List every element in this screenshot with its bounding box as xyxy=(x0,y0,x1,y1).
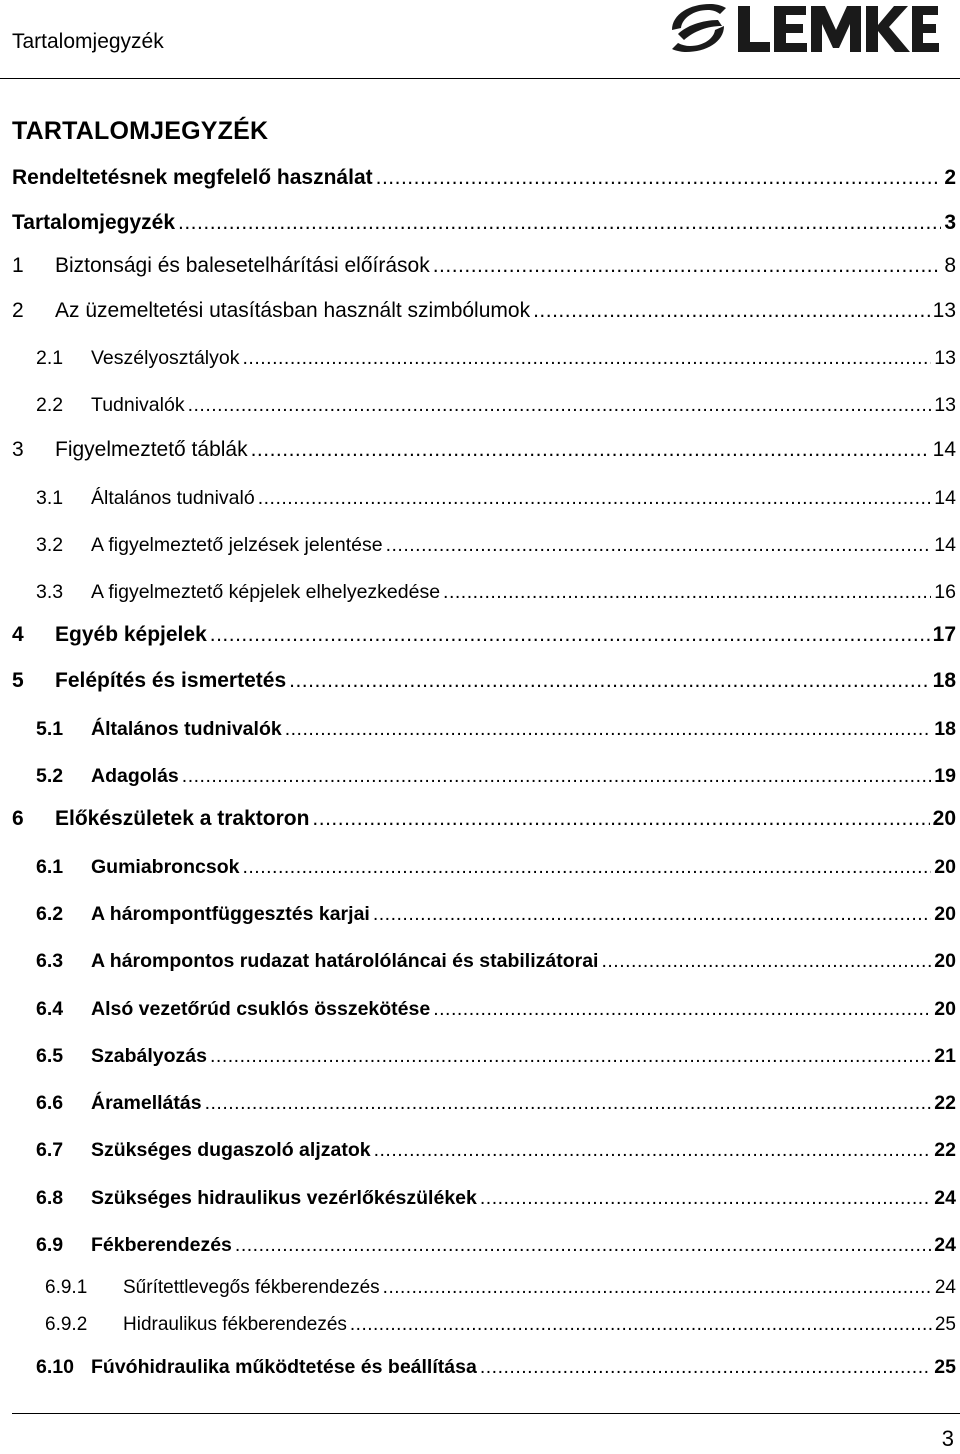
lemken-logo xyxy=(668,0,954,56)
toc-entry-number: 3.3 xyxy=(36,581,64,603)
toc-entry-text: Hidraulikus fékberendezés xyxy=(123,1314,347,1335)
toc-entry-number: 6.9.2 xyxy=(45,1314,88,1335)
toc-entry-text: Adagolás xyxy=(91,765,179,787)
dot-leader xyxy=(374,1139,932,1162)
toc-entry-page: 2 xyxy=(944,166,956,189)
toc-entry-number: 5 xyxy=(12,669,24,692)
toc-entry[interactable] xyxy=(12,534,956,566)
toc-entry-page: 20 xyxy=(934,998,956,1020)
toc-entry-number: 6.6 xyxy=(36,1092,64,1114)
toc-entry-page: 14 xyxy=(934,534,956,556)
toc-entry-number: 5.1 xyxy=(36,718,64,740)
toc-entry-text: Veszélyosztályok xyxy=(91,347,240,369)
toc-entry-text: A figyelmeztető képjelek elhelyezkedése xyxy=(91,581,441,603)
toc-entry-number: 3 xyxy=(12,438,24,461)
dot-leader xyxy=(312,807,929,831)
toc-entry[interactable] xyxy=(12,254,956,286)
toc-entry[interactable] xyxy=(12,211,956,243)
toc-entry-number: 6.3 xyxy=(36,950,64,972)
toc-entry[interactable] xyxy=(12,856,956,888)
toc-entry[interactable] xyxy=(12,1356,956,1388)
dot-leader xyxy=(533,299,930,323)
dot-leader xyxy=(601,950,931,973)
header-divider xyxy=(0,78,960,79)
toc-entry-text: Általános tudnivalók xyxy=(91,718,282,740)
toc-entry-text: Az üzemeltetési utasításban használt szimbólumok xyxy=(55,299,531,322)
toc-entry-number: 6.2 xyxy=(36,903,64,925)
toc-entry[interactable] xyxy=(12,487,956,519)
dot-leader xyxy=(210,623,930,647)
toc-entry-page: 20 xyxy=(932,807,956,830)
toc-entry-text: Tartalomjegyzék xyxy=(12,211,176,234)
toc-entry-text: Általános tudnivaló xyxy=(91,487,255,509)
toc-entry-text: Szabályozás xyxy=(91,1045,207,1067)
toc-entry[interactable] xyxy=(12,807,956,839)
dot-leader xyxy=(386,534,932,557)
toc-entry-page: 20 xyxy=(934,856,956,878)
dot-leader xyxy=(251,438,930,462)
toc-entry-page: 19 xyxy=(934,765,956,787)
toc-entry[interactable] xyxy=(12,718,956,750)
toc-entry-number: 6.5 xyxy=(36,1045,64,1067)
toc-entry-page: 24 xyxy=(934,1187,956,1209)
toc-entry[interactable] xyxy=(12,347,956,379)
toc-entry-page: 18 xyxy=(934,718,956,740)
toc-entry[interactable] xyxy=(12,950,956,982)
toc-entry-number: 2.2 xyxy=(36,394,64,416)
header-title: Tartalomjegyzék xyxy=(12,30,164,53)
toc-entry-number: 6 xyxy=(12,807,24,830)
toc-entry-number: 2 xyxy=(12,299,24,322)
toc-entry[interactable] xyxy=(12,998,956,1030)
toc-entry-text: Sűrítettlevegős fékberendezés xyxy=(123,1277,380,1298)
dot-leader xyxy=(210,1045,931,1068)
dot-leader xyxy=(376,166,942,190)
toc-entry-text: Előkészületek a traktoron xyxy=(55,807,310,830)
toc-entry-number: 5.2 xyxy=(36,765,64,787)
dot-leader xyxy=(243,347,932,370)
toc-entry-page: 20 xyxy=(934,950,956,972)
dot-leader xyxy=(285,718,932,741)
toc-entry-number: 1 xyxy=(12,254,24,277)
toc-entry-page: 22 xyxy=(934,1092,956,1114)
toc-entry-number: 4 xyxy=(12,623,24,646)
toc-entry-number: 6.7 xyxy=(36,1139,64,1161)
toc-entry-page: 24 xyxy=(934,1234,956,1256)
toc-entry[interactable] xyxy=(12,1045,956,1077)
toc-entry[interactable] xyxy=(12,1139,956,1171)
dot-leader xyxy=(242,856,931,879)
toc-entry-number: 6.10 xyxy=(36,1356,74,1378)
dot-leader xyxy=(350,1314,932,1336)
toc-entry-text: Gumiabroncsok xyxy=(91,856,240,878)
toc-entry[interactable] xyxy=(12,299,956,331)
toc-entry-text: Tudnivalók xyxy=(91,394,185,416)
dot-leader xyxy=(373,903,931,926)
toc-entry-page: 13 xyxy=(932,299,956,322)
toc-entry-page: 3 xyxy=(944,211,956,234)
toc-entry[interactable] xyxy=(12,669,956,701)
toc-entry-page: 25 xyxy=(934,1356,956,1378)
toc-entry[interactable] xyxy=(12,438,956,470)
dot-leader xyxy=(480,1187,931,1210)
toc-entry[interactable] xyxy=(12,1187,956,1219)
toc-entry-page: 24 xyxy=(934,1277,956,1298)
toc-entry-text: Szükséges hidraulikus vezérlőkészülékek xyxy=(91,1187,477,1209)
toc-entry-text: A figyelmeztető jelzések jelentése xyxy=(91,534,383,556)
toc-entry-page: 20 xyxy=(934,903,956,925)
toc-entry-number: 6.1 xyxy=(36,856,64,878)
toc-entry-text: Szükséges dugaszoló aljzatok xyxy=(91,1139,371,1161)
toc-entry-number: 2.1 xyxy=(36,347,64,369)
toc-entry[interactable] xyxy=(12,1277,956,1309)
toc-entry[interactable] xyxy=(12,394,956,426)
toc-entry-page: 25 xyxy=(934,1314,956,1335)
toc-entry[interactable] xyxy=(12,1092,956,1124)
dot-leader xyxy=(235,1234,931,1257)
toc-entry-page: 14 xyxy=(934,487,956,509)
toc-entry-page: 17 xyxy=(932,623,956,646)
toc-entry-page: 16 xyxy=(934,581,956,603)
toc-entry-page: 22 xyxy=(934,1139,956,1161)
toc-entry-number: 6.9.1 xyxy=(45,1277,88,1298)
toc-entry-number: 6.8 xyxy=(36,1187,64,1209)
toc-entry-number: 3.2 xyxy=(36,534,64,556)
toc-entry-page: 21 xyxy=(934,1045,956,1067)
dot-leader xyxy=(443,581,931,604)
toc-entry-page: 13 xyxy=(934,347,956,369)
dot-leader xyxy=(289,669,930,693)
toc-entry-text: Egyéb képjelek xyxy=(55,623,207,646)
dot-leader xyxy=(188,394,932,417)
toc-entry[interactable] xyxy=(12,623,956,655)
dot-leader xyxy=(433,254,942,278)
toc-entry-page: 8 xyxy=(944,254,956,277)
toc-entry-text: Fúvóhidraulika működtetése és beállítása xyxy=(91,1356,477,1378)
dot-leader xyxy=(182,765,932,788)
toc-entry-text: Biztonsági és balesetelhárítási előírások xyxy=(55,254,430,277)
toc-entry[interactable] xyxy=(12,166,956,198)
toc-entry[interactable] xyxy=(12,1234,956,1266)
toc-heading: TARTALOMJEGYZÉK xyxy=(12,117,269,145)
dot-leader xyxy=(433,998,931,1021)
toc-entry[interactable] xyxy=(12,903,956,935)
toc-entry-page: 14 xyxy=(932,438,956,461)
toc-entry-page: 13 xyxy=(934,394,956,416)
toc-entry-text: Felépítés és ismertetés xyxy=(55,669,287,692)
dot-leader xyxy=(205,1092,932,1115)
dot-leader xyxy=(258,487,932,510)
toc-entry-text: Fékberendezés xyxy=(91,1234,232,1256)
toc-entry-text: Áramellátás xyxy=(91,1092,202,1114)
toc-entry[interactable] xyxy=(12,1314,956,1346)
toc-entry-text: A hárompontfüggesztés karjai xyxy=(91,903,370,925)
dot-leader xyxy=(480,1356,931,1379)
toc-entry[interactable] xyxy=(12,581,956,613)
toc-entry[interactable] xyxy=(12,765,956,797)
toc-entry-text: Alsó vezetőrúd csuklós összekötése xyxy=(91,998,431,1020)
page-number: 3 xyxy=(941,1426,954,1451)
toc-entry-text: Rendeltetésnek megfelelő használat xyxy=(12,166,373,189)
toc-entry-number: 6.4 xyxy=(36,998,64,1020)
toc-entry-number: 3.1 xyxy=(36,487,64,509)
dot-leader xyxy=(383,1277,932,1299)
toc-entry-text: A hárompontos rudazat határolóláncai és stabilizátorai xyxy=(91,950,599,972)
footer-divider xyxy=(12,1413,960,1414)
toc-entry-number: 6.9 xyxy=(36,1234,64,1256)
toc-entry-text: Figyelmeztető táblák xyxy=(55,438,248,461)
dot-leader xyxy=(178,211,941,235)
toc-entry-page: 18 xyxy=(932,669,956,692)
